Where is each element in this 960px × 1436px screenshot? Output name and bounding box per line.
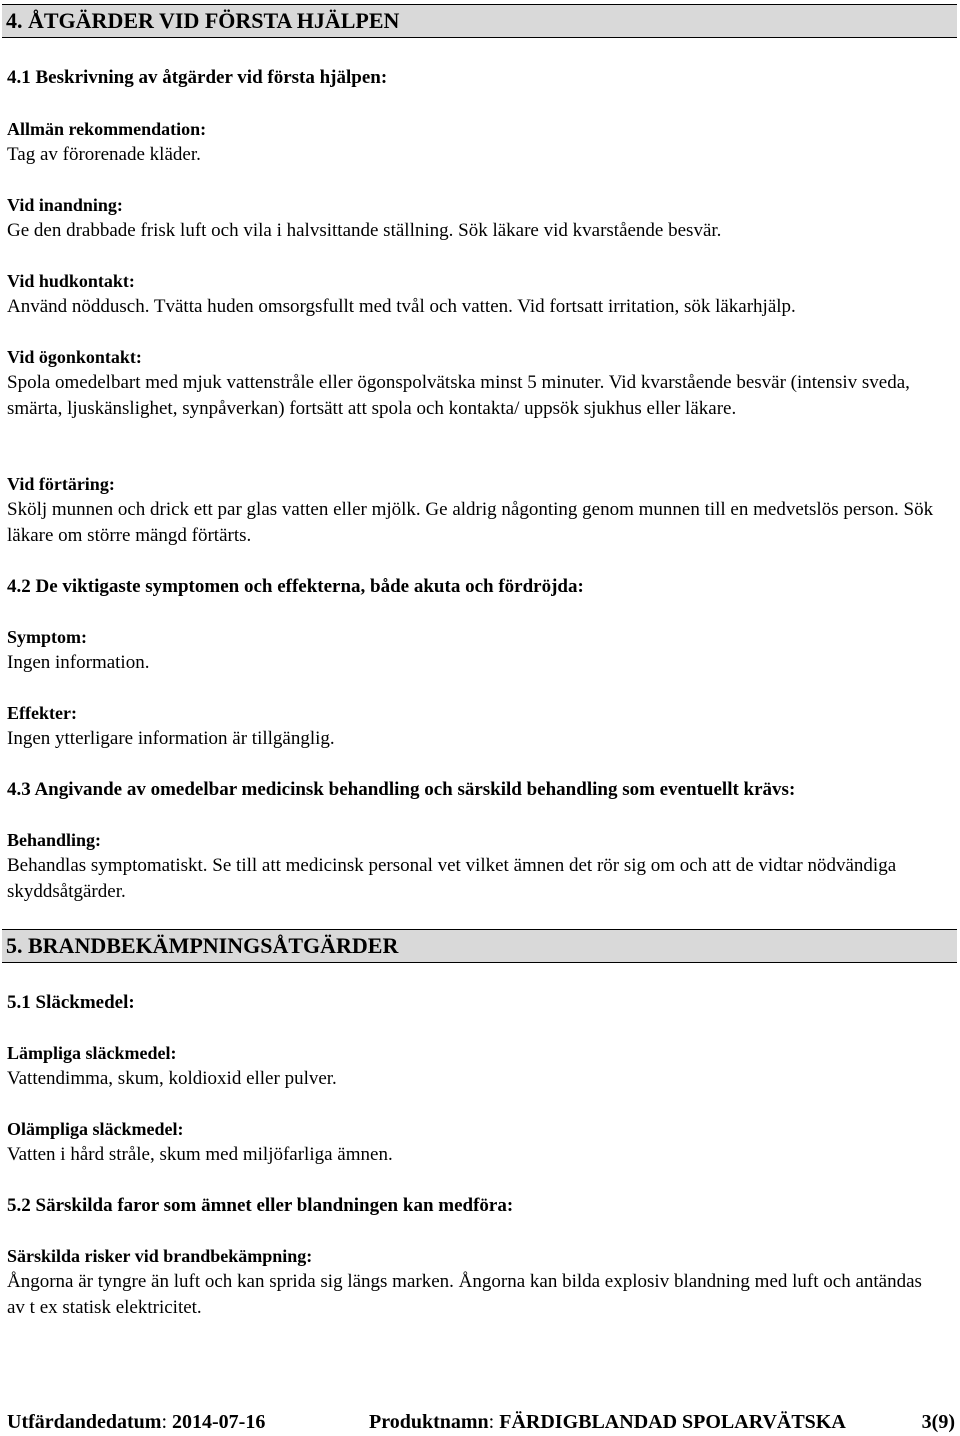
unsuitable-extinguishing-label: Olämpliga släckmedel:	[7, 1119, 184, 1139]
treatment-label: Behandling:	[7, 830, 102, 850]
ingestion-label: Vid förtäring:	[7, 474, 115, 494]
fire-risk-text: Ångorna är tyngre än luft och kan sprida sig längs marken. Ångorna kan bilda explosiv blandning med luft och antändas av t ex statisk elektricitet.	[7, 1271, 922, 1318]
issue-date-label: Utfärdandedatum	[7, 1411, 162, 1433]
page-number: 3(9)	[921, 1411, 955, 1433]
effects-text: Ingen ytterligare information är tillgänglig.	[7, 728, 335, 749]
section-5-title: 5. BRANDBEKÄMPNINGSÅTGÄRDER	[2, 929, 957, 963]
issue-date	[7, 1408, 265, 1436]
inhalation-label: Vid inandning:	[7, 195, 123, 215]
effects-label: Effekter:	[7, 703, 77, 723]
eye-contact-label: Vid ögonkontakt:	[7, 347, 142, 367]
subsection-4-2-heading: 4.2 De viktigaste symptomen och effekterna, både akuta och fördröjda:	[7, 576, 584, 597]
general-recommendation-label: Allmän rekommendation:	[7, 119, 207, 139]
product-name-separator: :	[488, 1411, 500, 1433]
skin-contact-label: Vid hudkontakt:	[7, 271, 135, 291]
treatment-text: Behandlas symptomatiskt. Se till att medicinsk personal vet vilket ämnen det rör sig om och att de vidtar nödvändiga skyddsåtgärder.	[7, 855, 897, 902]
section-4-title: 4. ÅTGÄRDER VID FÖRSTA HJÄLPEN	[2, 4, 957, 38]
inhalation-text: Ge den drabbade frisk luft och vila i halvsittande ställning. Sök läkare vid kvarstående besvär.	[7, 220, 722, 241]
subsection-5-1-heading: 5.1 Släckmedel:	[7, 992, 135, 1013]
issue-date-value: 2014-07-16	[172, 1411, 266, 1433]
general-recommendation-text: Tag av förorenade kläder.	[7, 144, 201, 165]
subsection-4-3-heading: 4.3 Angivande av omedelbar medicinsk behandling och särskild behandling som eventuellt krävs:	[7, 779, 796, 800]
unsuitable-extinguishing-text: Vatten i hård stråle, skum med miljöfarliga ämnen.	[7, 1144, 393, 1165]
product-name-value: FÄRDIGBLANDAD SPOLARVÄTSKA	[499, 1411, 846, 1433]
skin-contact-text: Använd nöddusch. Tvätta huden omsorgsfullt med tvål och vatten. Vid fortsatt irritation, sök läkarhjälp.	[7, 296, 796, 317]
symptom-label: Symptom:	[7, 627, 87, 647]
ingestion-text: Skölj munnen och drick ett par glas vatten eller mjölk. Ge aldrig någonting genom munnen till en medvetslös person. Sök läkare om större mängd förtärts.	[7, 499, 934, 546]
product-name-label: Produktnamn	[369, 1411, 489, 1433]
subsection-4-1-heading: 4.1 Beskrivning av åtgärder vid första hjälpen:	[7, 67, 388, 88]
page-footer	[7, 1408, 955, 1436]
subsection-5-2-heading: 5.2 Särskilda faror som ämnet eller blandningen kan medföra:	[7, 1195, 514, 1216]
suitable-extinguishing-label: Lämpliga släckmedel:	[7, 1043, 177, 1063]
issue-date-separator: :	[161, 1411, 173, 1433]
fire-risk-label: Särskilda risker vid brandbekämpning:	[7, 1246, 313, 1266]
suitable-extinguishing-text: Vattendimma, skum, koldioxid eller pulver.	[7, 1068, 337, 1089]
product-name	[369, 1408, 846, 1436]
symptom-text: Ingen information.	[7, 652, 150, 673]
eye-contact-text: Spola omedelbart med mjuk vattenstråle eller ögonspolvätska minst 5 minuter. Vid kvarstående besvär (intensiv sveda, smärta, ljuskänslighet, synpåverkan) fortsätt att spola och kontakta/ uppsök sjukhus eller läkare.	[7, 372, 910, 419]
